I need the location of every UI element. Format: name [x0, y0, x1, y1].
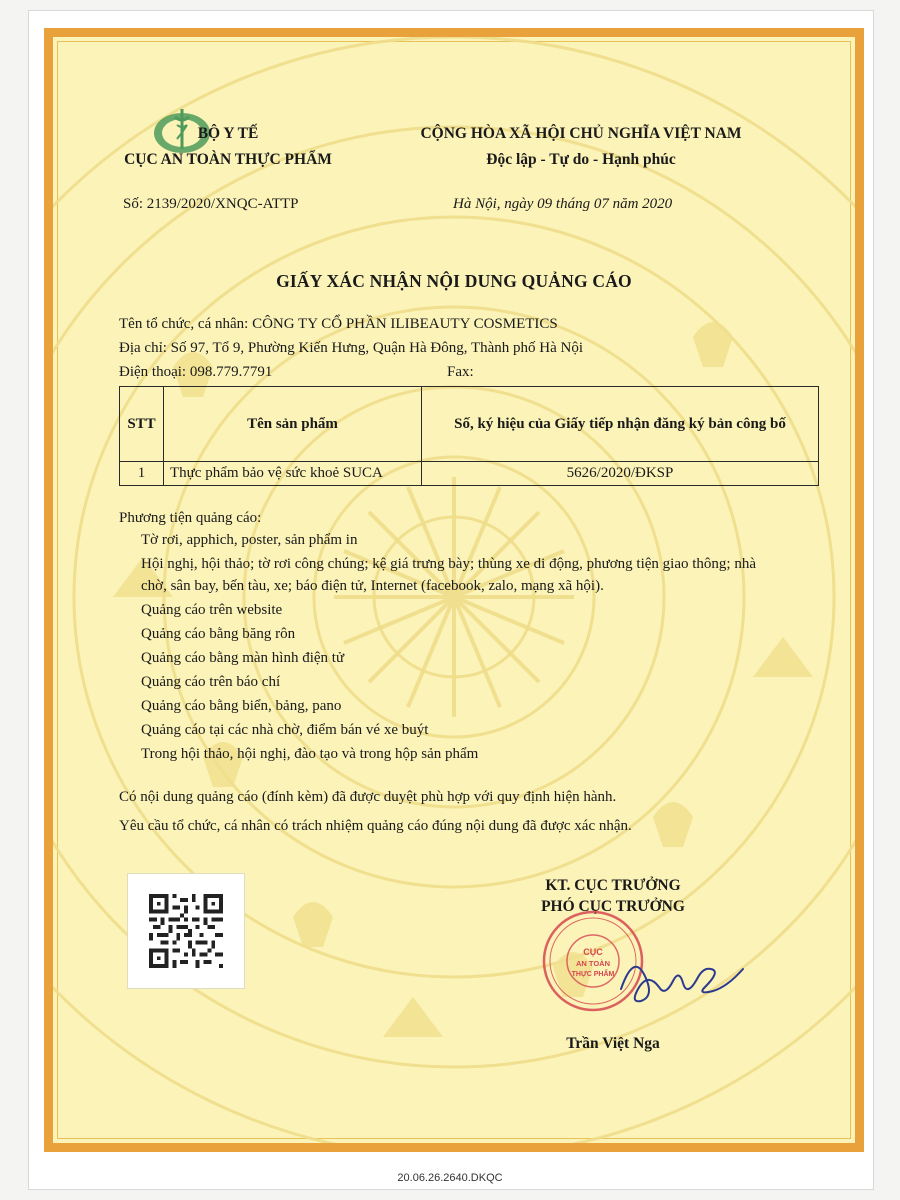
- responsibility-note: Yêu cầu tổ chức, cá nhân có trách nhiệm quảng cáo đúng nội dung đã được xác nhận.: [119, 818, 632, 834]
- approval-note: Có nội dung quảng cáo (đính kèm) đã được duyệt phù hợp với quy định hiện hành.: [119, 789, 617, 805]
- national-motto: Độc lập - Tự do - Hạnh phúc: [486, 151, 676, 168]
- document-title: GIẤY XÁC NHẬN NỘI DUNG QUẢNG CÁO: [276, 271, 632, 291]
- org-address: Địa chỉ: Số 97, Tổ 9, Phường Kiến Hưng, Quận Hà Đông, Thành phố Hà Nội: [119, 340, 584, 356]
- signature-line-1: KT. CỤC TRƯỞNG: [545, 877, 681, 894]
- department-name: CỤC AN TOÀN THỰC PHẨM: [124, 151, 332, 168]
- row-stt: 1: [120, 462, 164, 486]
- row-code: 5626/2020/ĐKSP: [422, 462, 819, 486]
- document-date: Hà Nội, ngày 09 tháng 07 năm 2020: [453, 196, 673, 212]
- media-item: Quảng cáo trên website: [141, 602, 283, 618]
- media-item: Quảng cáo bằng biển, bảng, pano: [141, 698, 342, 714]
- svg-text:THỰC PHẨM: THỰC PHẨM: [571, 971, 615, 978]
- media-item: Quảng cáo bằng băng rôn: [141, 626, 296, 642]
- media-item: Hội nghị, hội thảo; tờ rơi công chúng; kệ giá trưng bày; thùng xe di động, phương tiện giao thông; nhà chờ, sân bay, bến tàu, xe; báo điện tử, Internet (facebook, zalo, mạng xã hội).: [141, 556, 756, 594]
- product-table: [119, 386, 819, 486]
- signature-scribble: [613, 937, 753, 1017]
- svg-text:AN TOÀN: AN TOÀN: [575, 959, 611, 968]
- header-product: Tên sản phẩm: [164, 387, 422, 462]
- row-product: Thực phẩm bảo vệ sức khoẻ SUCA: [164, 462, 422, 486]
- svg-text:CỤC: CỤC: [583, 947, 603, 957]
- table-header-row: [120, 387, 819, 462]
- country-name: CỘNG HÒA XÃ HỘI CHỦ NGHĨA VIỆT NAM: [420, 125, 742, 142]
- media-item: Quảng cáo tại các nhà chờ, điểm bán vé xe buýt: [141, 722, 429, 738]
- org-fax: Fax:: [447, 364, 474, 380]
- table-row: [120, 462, 819, 486]
- document-number: Số: 2139/2020/XNQC-ATTP: [123, 196, 299, 212]
- ministry-name: BỘ Y TẾ: [197, 125, 259, 142]
- national-heading: [371, 121, 791, 173]
- advertising-media-list: [119, 507, 819, 765]
- media-item: Trong hội thảo, hội nghị, đào tạo và trong hộp sản phẩm: [141, 746, 479, 762]
- signer-name: Trần Việt Nga: [566, 1035, 660, 1052]
- header-code: Số, ký hiệu của Giấy tiếp nhận đăng ký bản công bố: [422, 387, 819, 462]
- media-item: Quảng cáo trên báo chí: [141, 674, 281, 690]
- qr-code: [127, 873, 245, 989]
- certificate-content: [53, 37, 855, 1143]
- issuing-agency: [93, 121, 363, 173]
- media-item: Quảng cáo bằng màn hình điện tử: [141, 650, 345, 666]
- certificate-frame: [44, 28, 864, 1152]
- header-stt: STT: [120, 387, 164, 462]
- document-footer-code: 20.06.26.2640.DKQC: [397, 1172, 503, 1184]
- media-item: Tờ rơi, apphich, poster, sản phẩm in: [141, 532, 358, 548]
- signature-line-2: PHÓ CỤC TRƯỞNG: [541, 898, 685, 915]
- qr-code-icon: [148, 894, 224, 968]
- org-phone: Điện thoại: 098.779.7791: [119, 364, 273, 380]
- org-name: Tên tổ chức, cá nhân: CÔNG TY CỔ PHẦN ILIBEAUTY COSMETICS: [119, 316, 558, 332]
- media-heading: Phương tiện quảng cáo:: [119, 510, 262, 526]
